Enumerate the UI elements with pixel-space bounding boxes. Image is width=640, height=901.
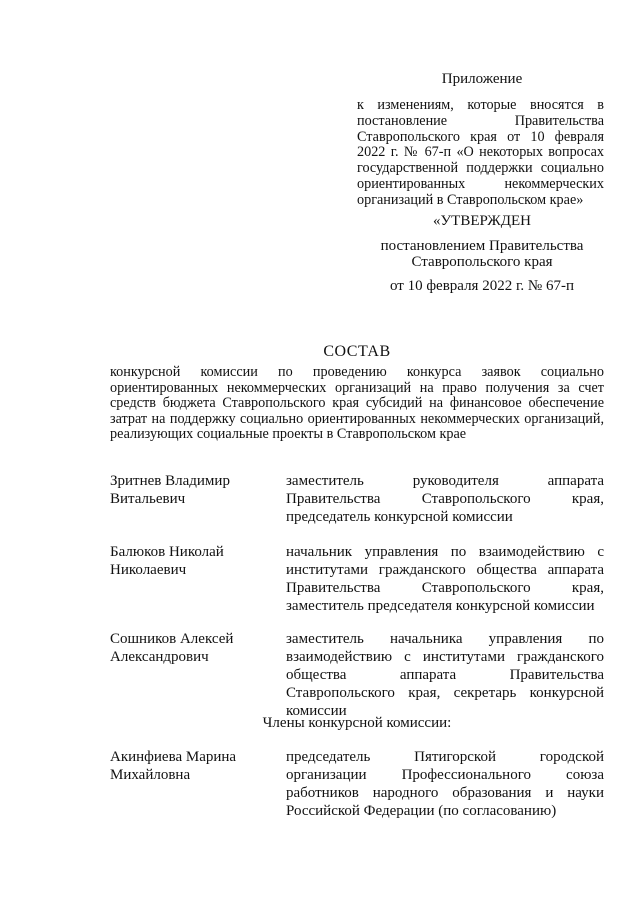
member-name <box>110 472 275 508</box>
appendix-text <box>357 98 604 209</box>
appendix-title: Приложение <box>441 71 523 87</box>
member-name <box>110 630 275 666</box>
member-role: начальник управления по взаимодействию с институтами гражданского общества аппарата Правительства Ставропольского края, заместитель председателя конкурсной комиссии <box>286 544 604 614</box>
appendix-text-paragraph: к изменениям, которые вносятся в постановление Правительства Ставропольского края от 10 февраля 2022 г. № 67-п «О некоторых вопросах государственной поддержки социально ориентированных некоммерческих организаций в Ставропольском крае» <box>357 97 604 208</box>
member-patronymic: Александрович <box>110 649 209 665</box>
member-patronymic: Николаевич <box>110 562 187 578</box>
member-surname-name: Сошников Алексей <box>110 631 234 647</box>
approval-date: от 10 февраля 2022 г. № 67-п <box>389 278 575 294</box>
members-heading: Члены конкурсной комиссии: <box>262 715 452 731</box>
member-role: заместитель начальника управления по взаимодействию с институтами гражданского общества аппарата Правительства Ставропольского края, секретарь конкурсной комиссии <box>286 631 604 719</box>
commission-description: конкурсной комиссии по проведению конкурса заявок социально ориентированных некоммерческих организаций на право получения за счет средств бюджета Ставропольского края субсидий на финансовое обеспечение затрат на поддержку социально ориентированных некоммерческих организаций, реализующих социальные проекты в Ставропольском крае <box>110 364 604 443</box>
composition-title: СОСТАВ <box>323 343 391 360</box>
approval-heading: «УТВЕРЖДЕН <box>433 213 531 229</box>
member-role: председатель Пятигорской городской организации Профессионального союза работников народного образования и науки Российской Федерации (по согласованию) <box>286 749 604 819</box>
member-surname-name: Акинфиева Марина <box>110 749 237 765</box>
member-name <box>110 543 275 579</box>
approval-by-line-1: постановлением Правительства <box>380 238 584 254</box>
approval-by-line-2: Ставропольского края <box>411 254 553 270</box>
member-role: заместитель руководителя аппарата Правительства Ставропольского края, председатель конкурсной комиссии <box>286 473 604 525</box>
member-patronymic: Михайловна <box>110 767 191 783</box>
member-name <box>110 748 275 784</box>
member-surname-name: Балюков Николай <box>110 544 224 560</box>
member-surname-name: Зритнев Владимир <box>110 473 230 489</box>
member-patronymic: Витальевич <box>110 491 186 507</box>
